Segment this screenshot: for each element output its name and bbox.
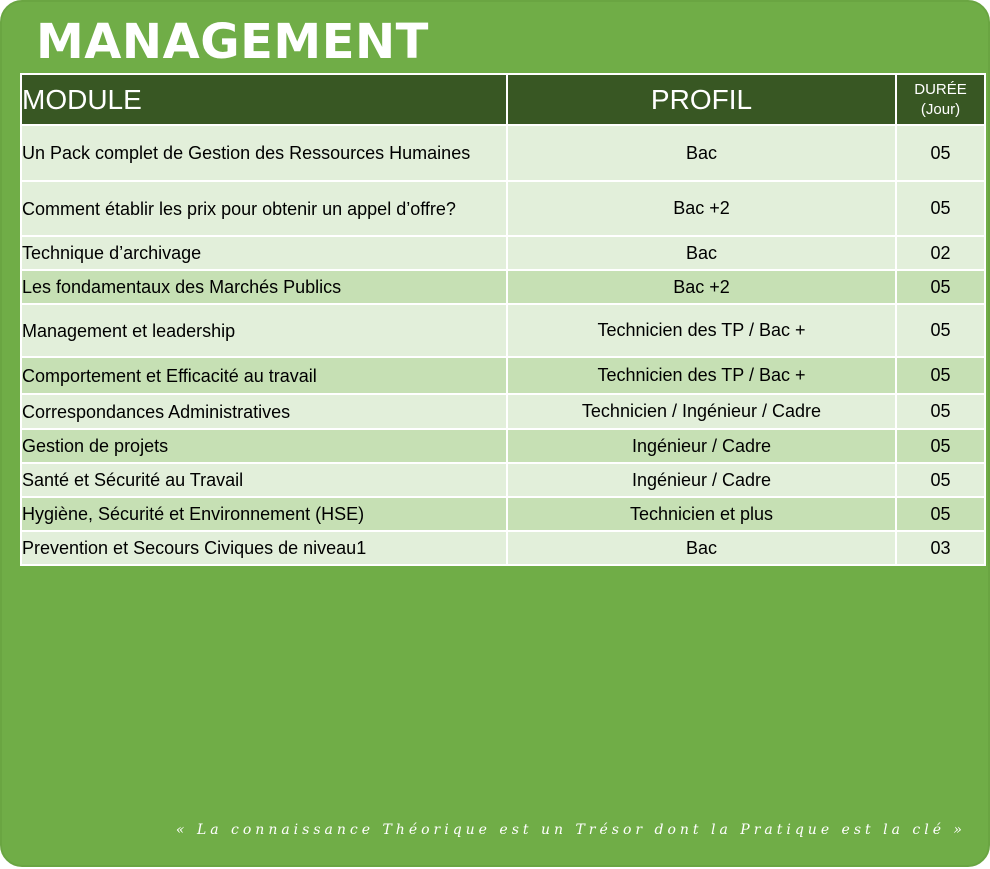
page-title: MANAGEMENT — [36, 14, 429, 70]
module-cell: Management et leadership — [21, 304, 507, 357]
duree-cell: 02 — [896, 236, 985, 270]
table-row — [21, 357, 985, 394]
profil-cell: Bac — [507, 236, 896, 270]
duree-cell: 05 — [896, 125, 985, 181]
header-duree-label: DURÉE — [914, 80, 967, 98]
duree-cell: 05 — [896, 497, 985, 531]
profil-cell: Ingénieur / Cadre — [507, 463, 896, 497]
table-row — [21, 270, 985, 304]
duree-cell: 05 — [896, 181, 985, 236]
table-row — [21, 463, 985, 497]
header-duree-unit: (Jour) — [920, 100, 961, 118]
table-row — [21, 236, 985, 270]
profil-cell: Technicien des TP / Bac + — [507, 357, 896, 394]
module-cell: Gestion de projets — [21, 429, 507, 463]
table-row — [21, 497, 985, 531]
module-cell: Comportement et Efficacité au travail — [21, 357, 507, 394]
duree-cell: 05 — [896, 304, 985, 357]
module-cell: Prevention et Secours Civiques de niveau1 — [21, 531, 507, 565]
table-row — [21, 531, 985, 565]
duree-cell: 05 — [896, 429, 985, 463]
profil-cell: Technicien et plus — [507, 497, 896, 531]
duree-cell: 03 — [896, 531, 985, 565]
header-profil: PROFIL — [507, 74, 896, 125]
module-cell: Correspondances Administratives — [21, 394, 507, 429]
training-table — [20, 73, 986, 566]
profil-cell: Technicien / Ingénieur / Cadre — [507, 394, 896, 429]
profil-cell: Bac +2 — [507, 270, 896, 304]
module-cell: Technique d’archivage — [21, 236, 507, 270]
duree-cell: 05 — [896, 357, 985, 394]
table-row — [21, 125, 985, 181]
profil-cell: Bac — [507, 531, 896, 565]
profil-cell: Bac — [507, 125, 896, 181]
table-row — [21, 304, 985, 357]
module-cell: Hygiène, Sécurité et Environnement (HSE) — [21, 497, 507, 531]
module-cell: Un Pack complet de Gestion des Ressources Humaines — [21, 125, 507, 181]
header-duree — [896, 74, 985, 125]
table-row — [21, 429, 985, 463]
profil-cell: Ingénieur / Cadre — [507, 429, 896, 463]
duree-cell: 05 — [896, 270, 985, 304]
table-row — [21, 394, 985, 429]
profil-cell: Bac +2 — [507, 181, 896, 236]
duree-cell: 05 — [896, 394, 985, 429]
profil-cell: Technicien des TP / Bac + — [507, 304, 896, 357]
module-cell: Santé et Sécurité au Travail — [21, 463, 507, 497]
module-cell: Les fondamentaux des Marchés Publics — [21, 270, 507, 304]
table-row — [21, 181, 985, 236]
module-cell: Comment établir les prix pour obtenir un appel d’offre? — [21, 181, 507, 236]
table-header-row — [21, 74, 985, 125]
duree-cell: 05 — [896, 463, 985, 497]
header-module: MODULE — [21, 74, 507, 125]
footer-quote: « La connaissance Théorique est un Trésor dont la Pratique est la clé » — [175, 822, 966, 838]
